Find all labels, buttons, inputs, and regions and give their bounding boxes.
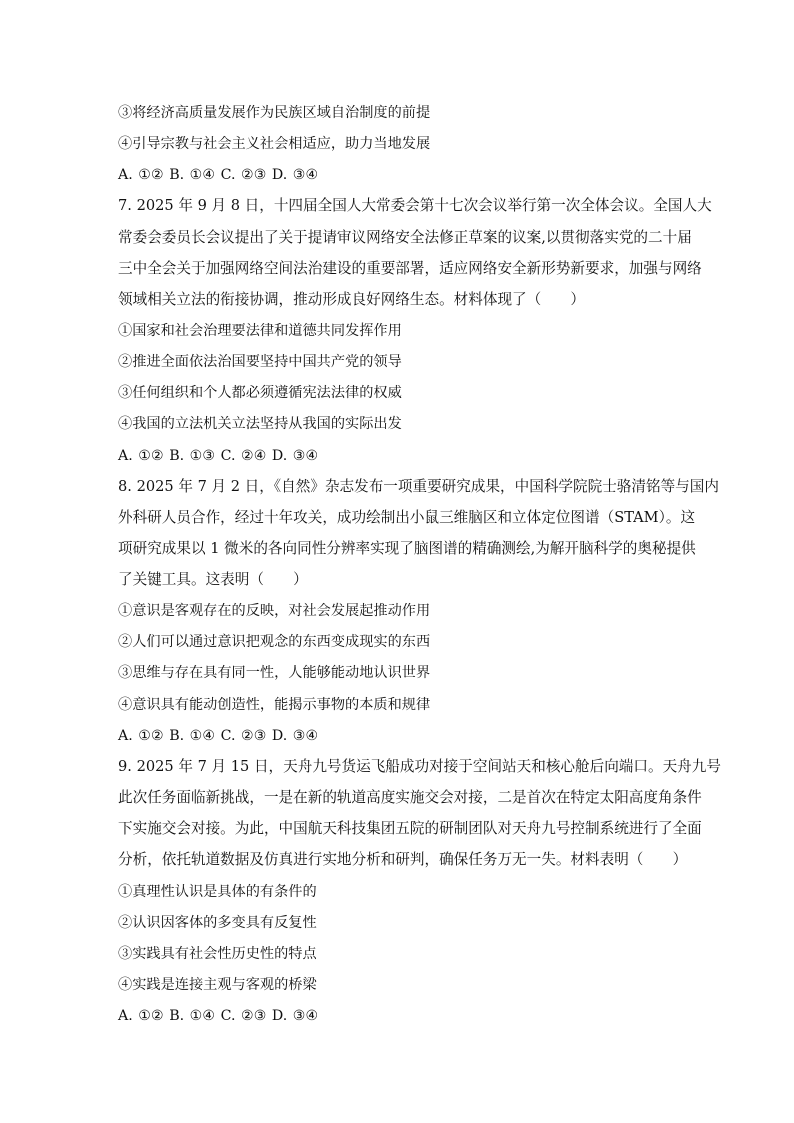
q7-stem-line-3: 三中全会关于加强网络空间法治建设的重要部署，适应网络安全新形势新要求，加强与网络 — [118, 260, 702, 277]
q9-option-4: ④实践是连接主观与客观的桥梁 — [118, 977, 317, 993]
q8-stem-line-1: 8. 2025 年 7 月 2 日，《自然》杂志发布一项重要研究成果，中国科学院院士骆清铭等与国内 — [118, 478, 719, 495]
q7-option-3: ③任何组织和个人都必须遵循宪法法律的权威 — [118, 385, 402, 401]
q7-answer-choices: A. ①② B. ①③ C. ②④ D. ③④ — [118, 448, 319, 464]
q9-option-1: ①真理性认识是具体的有条件的 — [118, 884, 317, 900]
q7-option-2: ②推进全面依法治国要坚持中国共产党的领导 — [118, 354, 402, 370]
q9-stem-line-2: 此次任务面临新挑战，一是在新的轨道高度实施交会对接，二是首次在特定太阳高度角条件 — [118, 789, 702, 806]
q9-stem-line-1: 9. 2025 年 7 月 15 日，天舟九号货运飞船成功对接于空间站天和核心舱后向端口。天舟九号 — [118, 758, 721, 775]
q9-option-3: ③实践具有社会性历史性的特点 — [118, 946, 317, 962]
q8-answer-choices: A. ①② B. ①④ C. ②③ D. ③④ — [118, 728, 319, 744]
q6-option-4: ④引导宗教与社会主义社会相适应，助力当地发展 — [118, 136, 431, 152]
q7-option-1: ①国家和社会治理要法律和道德共同发挥作用 — [118, 323, 402, 339]
q9-stem-line-4: 分析，依托轨道数据及仿真进行实地分析和研判，确保任务万无一失。材料表明（ ） — [118, 851, 688, 868]
q9-stem-line-3: 下实施交会对接。为此，中国航天科技集团五院的研制团队对天舟九号控制系统进行了全面 — [118, 820, 702, 837]
q8-stem-line-4: 了关键工具。这表明（ ） — [118, 571, 308, 588]
q8-stem-line-2: 外科研人员合作，经过十年攻关，成功绘制出小鼠三维脑区和立体定位图谱（STAM）。这 — [118, 509, 696, 526]
q8-stem-line-3: 项研究成果以 1 微米的各向同性分辨率实现了脑图谱的精确测绘,为解开脑科学的奥秘提供 — [118, 540, 696, 557]
q8-option-2: ②人们可以通过意识把观念的东西变成现实的东西 — [118, 634, 431, 650]
q6-option-3: ③将经济高质量发展作为民族区域自治制度的前提 — [118, 105, 431, 121]
q8-option-3: ③思维与存在具有同一性，人能够能动地认识世界 — [118, 665, 431, 681]
q6-answer-choices: A. ①② B. ①④ C. ②③ D. ③④ — [118, 167, 319, 183]
q7-stem-line-4: 领域相关立法的衔接协调，推动形成良好网络生态。材料体现了（ ） — [118, 291, 586, 308]
q8-option-1: ①意识是客观存在的反映，对社会发展起推动作用 — [118, 603, 431, 619]
q9-option-2: ②认识因客体的多变具有反复性 — [118, 915, 317, 931]
q7-stem-line-1: 7. 2025 年 9 月 8 日，十四届全国人大常委会第十七次会议举行第一次全体会议。全国人大 — [118, 197, 712, 214]
q7-option-4: ④我国的立法机关立法坚持从我国的实际出发 — [118, 416, 402, 432]
q7-stem-line-2: 常委会委员长会议提出了关于提请审议网络安全法修正草案的议案,以贯彻落实党的二十届 — [118, 229, 692, 246]
q8-option-4: ④意识具有能动创造性，能揭示事物的本质和规律 — [118, 697, 431, 713]
q9-answer-choices: A. ①② B. ①④ C. ②③ D. ③④ — [118, 1008, 319, 1024]
